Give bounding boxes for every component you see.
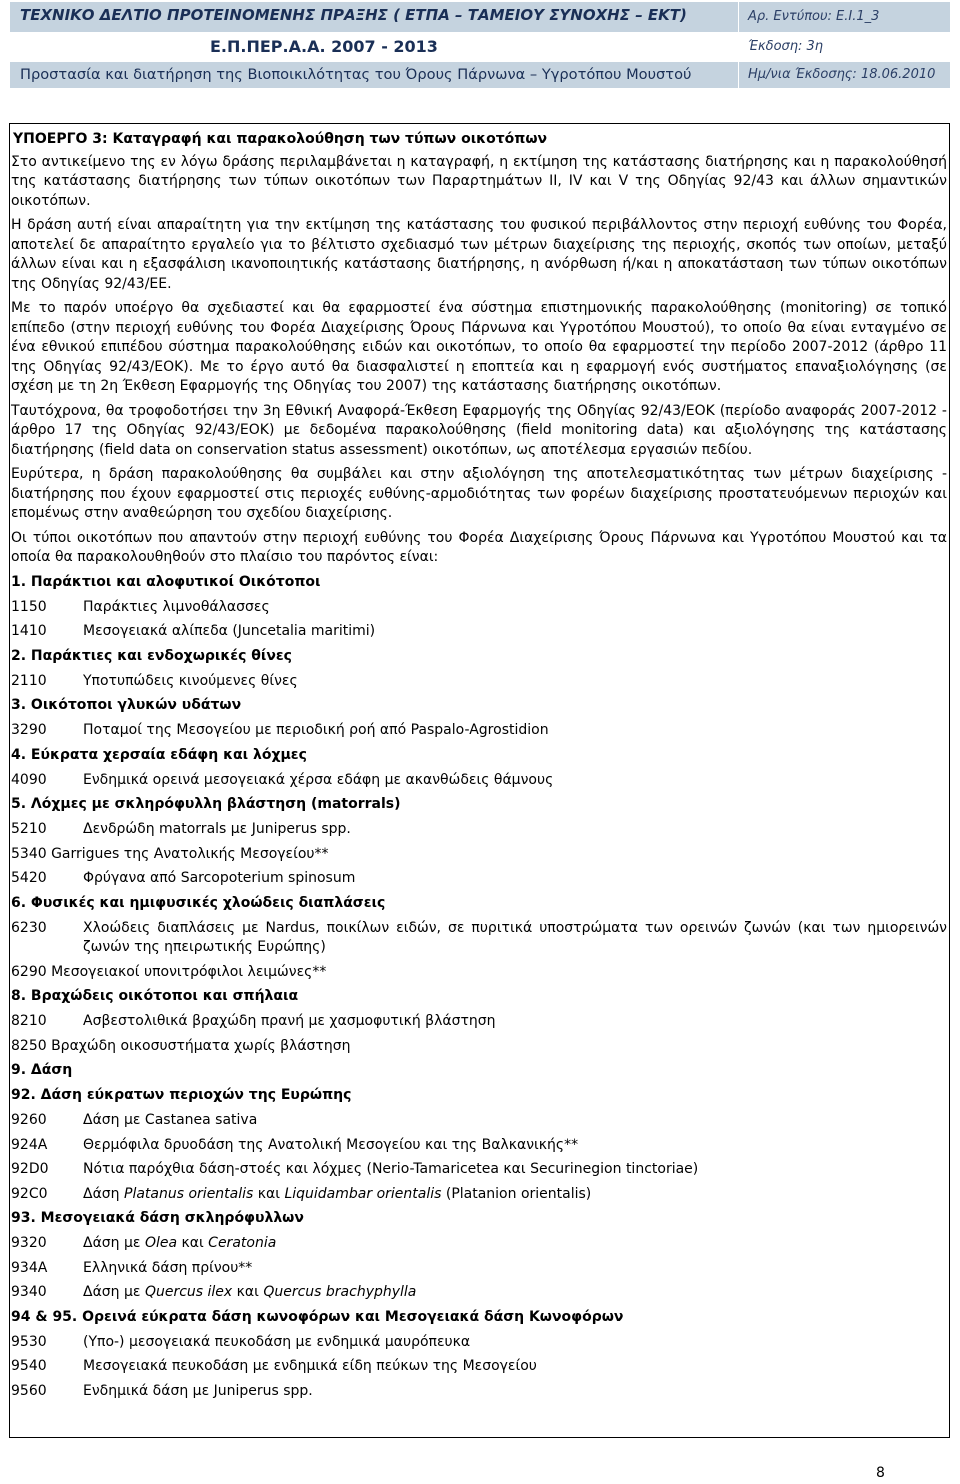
paragraph-monitoring: Με το παρόν υποέργο θα σχεδιαστεί και θα εφαρμοστεί ένα σύστημα επιστημονικής παρακολούθησης (monitoring) σε τοπικό επίπεδο (στην περιοχή ευθύνης του Φορέα Διαχείρισης Όρους Πάρνωνα και Υγροτόπου Μουστού), το οποίο θα είναι ενταγμένο σε ένα εθνικού επιπέδου σύστημα παρακολούθησης ειδών και οικοτόπων, το οποίο θα εφαρμοστεί την περίοδο 2007-2012 (άρθρο 11 της Οδηγίας 92/43/ΕΟΚ). Με το έργο αυτό θα διασφαλιστεί η εποπτεία και η εφαρμογή ενός συστήματος επαναξιολόγησης (σε σχέση με τη 2η Έκθεση Εφαρμογής της Οδηγίας του 2007) της κατάστασης διατήρησης οικοτόπων. [11,300,947,394]
habitat-item [11,820,947,840]
header-row-1 [10,2,950,32]
habitat-name: Φρύγανα από Sarcopoterium spinosum [83,870,356,886]
habitat-name-part: Δάση [83,1185,125,1202]
habitat-code: 9560 [11,1382,47,1399]
habitat-name: Δενδρώδη matorrals με Juniperus spp. [83,821,351,837]
habitat-name: Νότια παρόχθια δάση-στοές και λόχμες (Nerio-Tamaricetea και Securinegion tinctoriae) [83,1161,699,1177]
category-heading: 1. Παράκτιοι και αλοφυτικοί Οικότοποι [11,573,321,590]
header-title: ΤΕΧΝΙΚΟ ΔΕΛΤΙΟ ΠΡΟΤΕΙΝΟΜΕΝΗΣ ΠΡΑΞΗΣ ( ΕΤΠΑ – ΤΑΜΕΙΟΥ ΣΥΝΟΧΗΣ – ΕΚΤ) [20,6,687,24]
habitat-item [11,845,947,865]
habitat-name [83,1234,947,1254]
habitat-item [11,721,947,741]
project-name: Προστασία και διατήρηση της Βιοποικιλότητας του Όρους Πάρνωνα – Υγροτόπου Μουστού [20,66,692,83]
subcategory-heading: 94 & 95. Ορεινά εύκρατα δάση κωνοφόρων και Μεσογειακά δάση Κωνοφόρων [11,1308,624,1325]
habitat-code: 1410 [11,623,47,639]
species-name: Liquidambar orientalis [284,1185,442,1202]
habitat-name: (Υπο-) μεσογειακά πευκοδάση με ενδημικά μαυρόπευκα [83,1333,471,1350]
habitat-name-part: Δάση με [83,1284,145,1300]
habitat-code: 5420 [11,870,47,886]
header-divider [738,2,739,88]
habitat-code: 1150 [11,598,47,615]
habitat-name-part: Δάση με [83,1235,145,1251]
document-header [10,0,950,88]
habitat-name: Χλοώδεις διαπλάσεις με Nardus, ποικίλων ειδών, σε πυριτικά υποστρώματα των ορεινών ζωνών (και των ημιορεινών ζωνών της ηπειρωτικής Ευρώπης) [83,919,947,955]
category-heading: 4. Εύκρατα χερσαία εδάφη και λόχμες [11,746,307,763]
habitat-code: 92D0 [11,1161,49,1177]
habitat-code: 2110 [11,672,47,689]
habitat-name: Θερμόφιλα δρυοδάση της Ανατολική Μεσογείου και της Βαλκανικής** [83,1136,579,1153]
category-heading: 6. Φυσικές και ημιφυσικές χλοώδεις διαπλάσεις [11,894,386,911]
habitat-item [11,1037,947,1057]
habitat-item [11,1259,947,1279]
species-name: Olea [144,1235,178,1251]
habitat-item [11,1160,947,1180]
species-name: Platanus orientalis [124,1185,254,1202]
habitat-item [11,1111,947,1131]
habitat-code: 9260 [11,1112,47,1128]
habitat-code: 9340 [11,1284,47,1300]
header-row-3 [10,62,950,88]
habitat-code: 8210 [11,1013,47,1029]
paragraph-habitat-types: Οι τύποι οικοτόπων που απαντούν στην περιοχή ευθύνης του Φορέα Διαχείρισης Όρους Πάρνωνα και Υγροτόπου Μουστού και τα οποία θα παρακολουθηθούν στο πλαίσιο του παρόντος είναι: [11,529,947,565]
habitat-code: 92C0 [11,1185,48,1202]
habitat-code: 934A [11,1259,48,1276]
subcategory-heading: 92. Δάση εύκρατων περιοχών της Ευρώπης [11,1087,352,1103]
habitat-name: Ενδημικά ορεινά μεσογειακά χέρσα εδάφη με ακανθώδεις θάμνους [83,771,554,788]
habitat-name-part: (Platanion orientalis) [441,1185,592,1202]
habitat-name: Ενδημικά δάση με Juniperus spp. [83,1382,313,1399]
habitat-name: Μεσογειακά πευκοδάση με ενδημικά είδη πεύκων της Μεσογείου [83,1358,537,1374]
habitat-code: 924A [11,1136,48,1153]
habitat-item [11,598,947,618]
species-name: Quercus ilex [144,1284,233,1300]
habitat-item [11,1333,947,1353]
habitat-item [11,622,947,642]
habitat-code: 3290 [11,722,47,738]
paragraph-evaluation: Ευρύτερα, η δράση παρακολούθησης θα συμβάλει και στην αξιολόγηση της αποτελεσματικότητας των μέτρων διαχείρισης - διατήρησης που έχουν εφαρμοστεί στις περιοχές ευθύνης-αρμοδιότητας των φορέων διαχείρισης προστατευόμενων περιοχών και επομένως στην αναθεώρηση του σχεδίου διαχείρισης. [11,466,947,521]
section-title: ΥΠΟΕΡΓΟ 3: Καταγραφή και παρακολούθηση των τύπων οικοτόπων [13,131,548,147]
doc-number: Αρ. Εντύπου: Ε.Ι.1_3 [748,9,880,24]
habitat-code: 6230 [11,919,47,936]
habitat-name: Μεσογειακά αλίπεδα (Juncetalia maritimi) [83,623,376,639]
habitat-item [11,919,947,958]
habitat-item [11,869,947,889]
category-heading: 9. Δάση [11,1062,73,1078]
habitat-code: 9540 [11,1358,47,1374]
habitat-item [11,771,947,791]
habitat-item [11,1185,947,1205]
category-heading: 5. Λόχμες με σκληρόφυλλη βλάστηση (matorrals) [11,796,401,812]
paragraph-intro: Στο αντικείμενο της εν λόγω δράσης περιλαμβάνεται η καταγραφή, η εκτίμηση της κατάστασης διατήρησης και η παρακολούθησή της κατάστασης διατήρησης των τύπων οικοτόπων των Παραρτημάτων II, IV και V της Οδηγίας 92/43 και άλλων σημαντικών οικοτόπων. [11,153,947,209]
habitat-item [11,672,947,692]
issue-date: Ημ/νια Έκδοσης: 18.06.2010 [748,67,936,82]
habitat-name: Ελληνικά δάση πρίνου** [83,1259,253,1276]
habitat-line: 8250 Βραχώδη οικοσυστήματα χωρίς βλάστηση [11,1037,351,1054]
habitat-code: 9320 [11,1235,47,1251]
habitat-item [11,1382,947,1402]
habitat-item [11,1357,947,1377]
page-number: 8 [876,1465,885,1481]
habitat-name-part: και [177,1235,209,1251]
paragraph-purpose: Η δράση αυτή είναι απαραίτητη για την εκτίμηση της κατάστασης του φυσικού περιβάλλοντος στην περιοχή ευθύνης του Φορέα, αποτελεί δε απαραίτητο εργαλείο για το βέλτιστο σχεδιασμό των μέτρων διαχείρισης της περιοχής, σκοπός των οποίων, μεταξύ άλλων είναι και η εξασφάλιση ικανοποιητικής κατάστασης διατήρησης, η ανόρθωση ή/και η αποκατάσταση των τύπων οικοτόπων της Οδηγίας 92/43/ΕΕ. [11,217,947,292]
habitat-line: 5340 Garrigues της Ανατολικής Μεσογείου** [11,845,329,862]
category-heading: 3. Οικότοποι γλυκών υδάτων [11,697,242,713]
habitat-name: Υποτυπώδεις κινούμενες θίνες [83,672,298,689]
habitat-name [83,1283,947,1303]
habitat-name: Παράκτιες λιμνοθάλασσες [83,598,270,615]
content-body [11,130,947,1406]
habitat-code: 9530 [11,1333,47,1350]
habitat-item [11,1012,947,1032]
habitat-item [11,963,947,983]
habitat-item [11,1136,947,1156]
subcategory-heading: 93. Μεσογειακά δάση σκληρόφυλλων [11,1210,304,1226]
species-name: Quercus brachyphylla [263,1284,417,1300]
habitat-name: Δάση με Castanea sativa [83,1112,258,1128]
category-heading: 8. Βραχώδεις οικότοποι και σπήλαια [11,988,299,1004]
habitat-code: 4090 [11,771,47,788]
habitat-name: Ποταμοί της Μεσογείου με περιοδική ροή από Paspalo-Agrostidion [83,722,549,738]
habitat-name: Ασβεστολιθικά βραχώδη πρανή με χασμοφυτική βλάστηση [83,1013,496,1029]
header-row-2 [10,33,950,61]
program-name: Ε.Π.ΠΕΡ.Α.Α. 2007 - 2013 [210,37,438,56]
habitat-name [83,1185,947,1205]
habitat-name-part: και [253,1185,285,1202]
habitat-code: 5210 [11,821,47,837]
category-heading: 2. Παράκτιες και ενδοχωρικές θίνες [11,647,292,664]
edition: Έκδοση: 3η [748,39,824,54]
habitat-name-part: και [232,1284,264,1300]
habitat-item [11,1283,947,1303]
habitat-item [11,1234,947,1254]
habitat-line: 6290 Μεσογειακοί υπονιτρόφιλοι λειμώνες** [11,963,327,980]
paragraph-reporting: Ταυτόχρονα, θα τροφοδοτήσει την 3η Εθνική Αναφορά-Έκθεση Εφαρμογής της Οδηγίας 92/43/ΕΟΚ (περίοδο αναφοράς 2007-2012 - άρθρο 17 της Οδηγίας 92/43/ΕΟΚ) με δεδομένα παρακολούθησης (field monitoring data) και αξιολόγησης της κατάστασης διατήρησης (field data on conservation status assessment) οικοτόπων, ως αποτέλεσμα εργασιών πεδίου. [11,402,947,458]
species-name: Ceratonia [208,1235,277,1251]
